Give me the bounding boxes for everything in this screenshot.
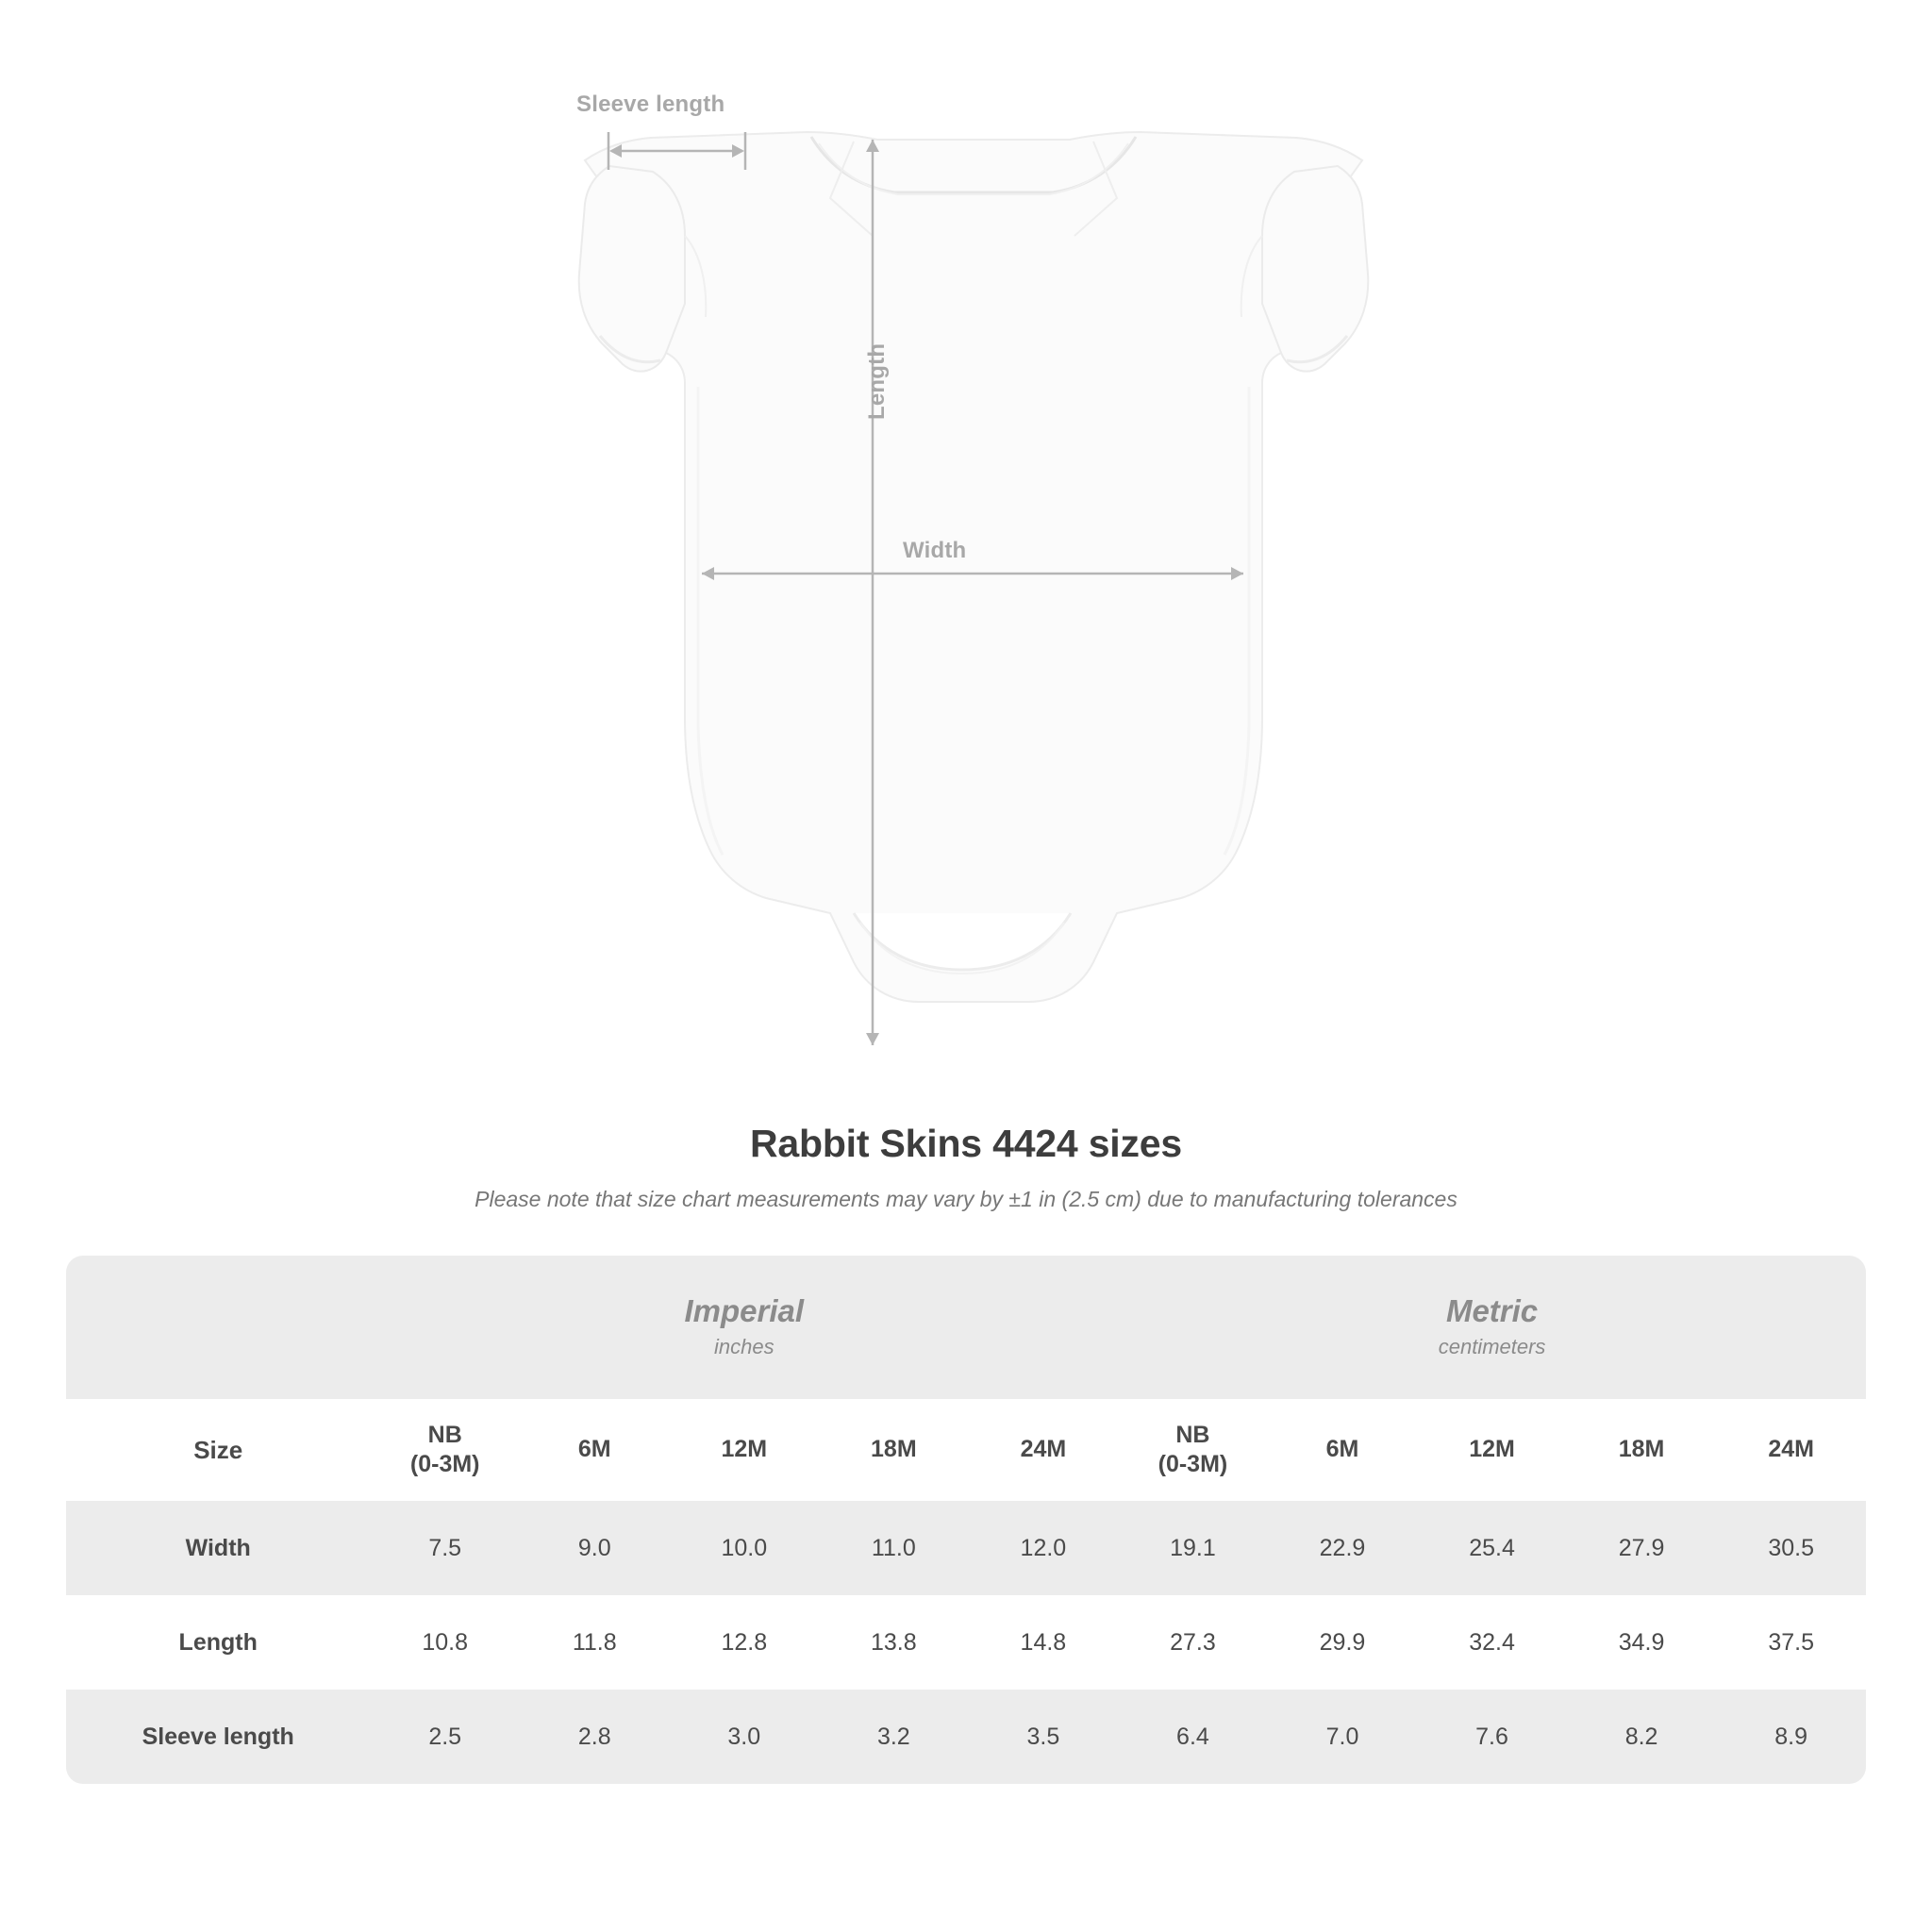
- column-header-line1: 6M: [577, 1436, 611, 1463]
- column-header: [370, 1399, 520, 1501]
- table-cell: 3.0: [670, 1690, 820, 1784]
- column-header: [520, 1399, 670, 1501]
- table-cell: 34.9: [1567, 1595, 1717, 1690]
- table-cell: 3.5: [969, 1690, 1119, 1784]
- size-table-container: [66, 1256, 1866, 1784]
- column-header-line2: (0-3M): [409, 1451, 480, 1477]
- row-label: Sleeve length: [66, 1690, 370, 1784]
- sleeve-length-label: Sleeve length: [576, 92, 725, 117]
- column-header-line1: 12M: [1469, 1436, 1515, 1463]
- column-header: [969, 1399, 1119, 1501]
- table-cell: 10.8: [370, 1595, 520, 1690]
- column-header: [1567, 1399, 1717, 1501]
- table-cell: 19.1: [1118, 1501, 1268, 1595]
- row-label: Width: [66, 1501, 370, 1595]
- size-table: [66, 1256, 1866, 1784]
- length-label: Length: [864, 342, 890, 420]
- table-cell: 14.8: [969, 1595, 1119, 1690]
- column-header: [1417, 1399, 1567, 1501]
- table-cell: 11.0: [819, 1501, 969, 1595]
- column-header-line1: NB: [427, 1421, 462, 1448]
- column-header: [1716, 1399, 1866, 1501]
- table-corner-cell: [66, 1256, 370, 1399]
- table-cell: 13.8: [819, 1595, 969, 1690]
- unit-system-name: Metric: [1445, 1292, 1539, 1328]
- table-cell: 2.5: [370, 1690, 520, 1784]
- column-header: [819, 1399, 969, 1501]
- table-cell: 22.9: [1268, 1501, 1418, 1595]
- column-header: [1118, 1399, 1268, 1501]
- column-header-line1: NB: [1175, 1421, 1210, 1448]
- unit-system-unit: inches: [713, 1335, 774, 1359]
- table-cell: 11.8: [520, 1595, 670, 1690]
- column-header-line1: 18M: [871, 1436, 917, 1463]
- table-row: [66, 1690, 1866, 1784]
- table-cell: 27.3: [1118, 1595, 1268, 1690]
- table-header-row: [66, 1399, 1866, 1501]
- table-row: [66, 1595, 1866, 1690]
- table-cell: 29.9: [1268, 1595, 1418, 1690]
- column-header-line2: (0-3M): [1158, 1451, 1228, 1477]
- table-cell: 32.4: [1417, 1595, 1567, 1690]
- table-cell: 8.9: [1716, 1690, 1866, 1784]
- table-cell: 7.6: [1417, 1690, 1567, 1784]
- table-cell: 25.4: [1417, 1501, 1567, 1595]
- row-header-label: Size: [66, 1399, 370, 1501]
- table-cell: 12.0: [969, 1501, 1119, 1595]
- table-cell: 9.0: [520, 1501, 670, 1595]
- table-cell: 37.5: [1716, 1595, 1866, 1690]
- column-header-line1: 18M: [1618, 1436, 1665, 1463]
- row-label: Length: [66, 1595, 370, 1690]
- unit-system-row: [66, 1256, 1866, 1399]
- column-header: [670, 1399, 820, 1501]
- table-cell: 30.5: [1716, 1501, 1866, 1595]
- table-cell: 2.8: [520, 1690, 670, 1784]
- column-header-line1: 6M: [1325, 1436, 1359, 1463]
- table-cell: 27.9: [1567, 1501, 1717, 1595]
- table-cell: 12.8: [670, 1595, 820, 1690]
- page-title: Rabbit Skins 4424 sizes: [749, 1122, 1182, 1165]
- column-header-line1: 24M: [1768, 1436, 1814, 1463]
- column-header: [1268, 1399, 1418, 1501]
- column-header-line1: 12M: [721, 1436, 768, 1463]
- table-cell: 7.0: [1268, 1690, 1418, 1784]
- table-cell: 10.0: [670, 1501, 820, 1595]
- table-cell: 3.2: [819, 1690, 969, 1784]
- unit-system-unit: centimeters: [1438, 1335, 1546, 1359]
- table-cell: 6.4: [1118, 1690, 1268, 1784]
- table-row: [66, 1501, 1866, 1595]
- column-header-line1: 24M: [1020, 1436, 1067, 1463]
- unit-system-imperial: [370, 1256, 1118, 1399]
- table-cell: 8.2: [1567, 1690, 1717, 1784]
- table-cell: 7.5: [370, 1501, 520, 1595]
- page-subtitle: Please note that size chart measurements may vary by ±1 in (2.5 cm) due to manufacturing tolerances: [475, 1187, 1457, 1211]
- unit-system-metric: [1118, 1256, 1866, 1399]
- unit-system-name: Imperial: [684, 1292, 805, 1328]
- width-label: Width: [903, 538, 967, 563]
